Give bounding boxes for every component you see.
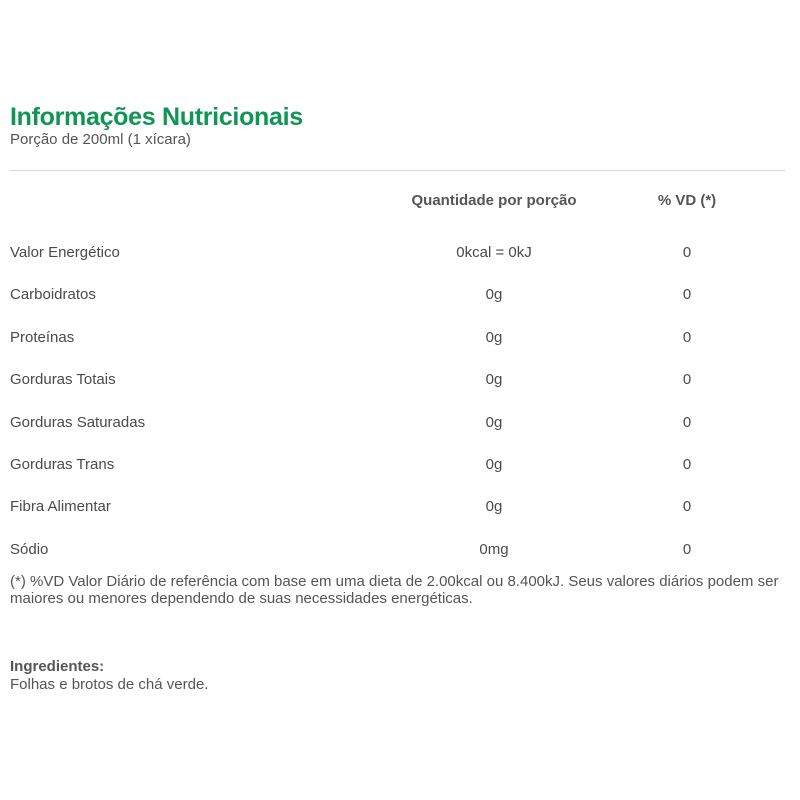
divider bbox=[10, 170, 785, 171]
table-row bbox=[10, 284, 785, 326]
nutrient-vd: 0 bbox=[682, 540, 692, 558]
nutrient-name: Valor Energético bbox=[10, 244, 120, 261]
nutrient-quantity: 0g bbox=[485, 371, 503, 389]
nutrient-name: Carboidratos bbox=[10, 286, 96, 304]
nutrient-name: Fibra Alimentar bbox=[10, 498, 111, 516]
nutrient-quantity: 0mg bbox=[479, 540, 509, 558]
nutrient-vd: 0 bbox=[682, 328, 692, 346]
nutrient-quantity: 0kcal = 0kJ bbox=[456, 244, 532, 261]
nutrient-vd: 0 bbox=[682, 455, 692, 473]
nutrient-vd: 0 bbox=[682, 244, 692, 261]
nutrient-name: Gorduras Saturadas bbox=[10, 413, 146, 431]
nutrient-quantity: 0g bbox=[485, 498, 503, 516]
nutrient-quantity: 0g bbox=[485, 455, 503, 473]
column-header-vd: % VD (*) bbox=[657, 192, 717, 209]
nutrient-quantity: 0g bbox=[485, 413, 503, 431]
nutrient-name: Proteínas bbox=[10, 328, 75, 346]
table-row bbox=[10, 327, 785, 369]
nutrient-vd: 0 bbox=[682, 498, 692, 516]
nutrient-name: Gorduras Totais bbox=[10, 371, 116, 389]
table-row bbox=[10, 242, 785, 284]
nutrient-quantity: 0g bbox=[485, 328, 503, 346]
ingredients-heading: Ingredientes: bbox=[10, 658, 105, 675]
nutrition-table bbox=[10, 190, 785, 581]
table-row bbox=[10, 496, 785, 538]
nutrient-vd: 0 bbox=[682, 286, 692, 304]
column-header-quantity: Quantidade por porção bbox=[411, 192, 577, 209]
portion-size: Porção de 200ml (1 xícara) bbox=[10, 131, 191, 148]
ingredients-text: Folhas e brotos de chá verde. bbox=[10, 676, 209, 693]
daily-value-footnote: (*) %VD Valor Diário de referência com base em uma dieta de 2.00kcal ou 8.400kJ. Seus valores diários podem ser maiores ou menores dependendo de suas necessidades energéticas. bbox=[10, 573, 779, 607]
page-title: Informações Nutricionais bbox=[10, 103, 303, 131]
table-row bbox=[10, 412, 785, 454]
nutrient-quantity: 0g bbox=[485, 286, 503, 304]
nutrient-name: Gorduras Trans bbox=[10, 455, 115, 473]
table-row bbox=[10, 369, 785, 411]
nutrient-vd: 0 bbox=[682, 413, 692, 431]
nutrient-name: Sódio bbox=[10, 540, 49, 558]
nutrient-vd: 0 bbox=[682, 371, 692, 389]
table-header-row bbox=[10, 190, 785, 242]
table-row bbox=[10, 454, 785, 496]
